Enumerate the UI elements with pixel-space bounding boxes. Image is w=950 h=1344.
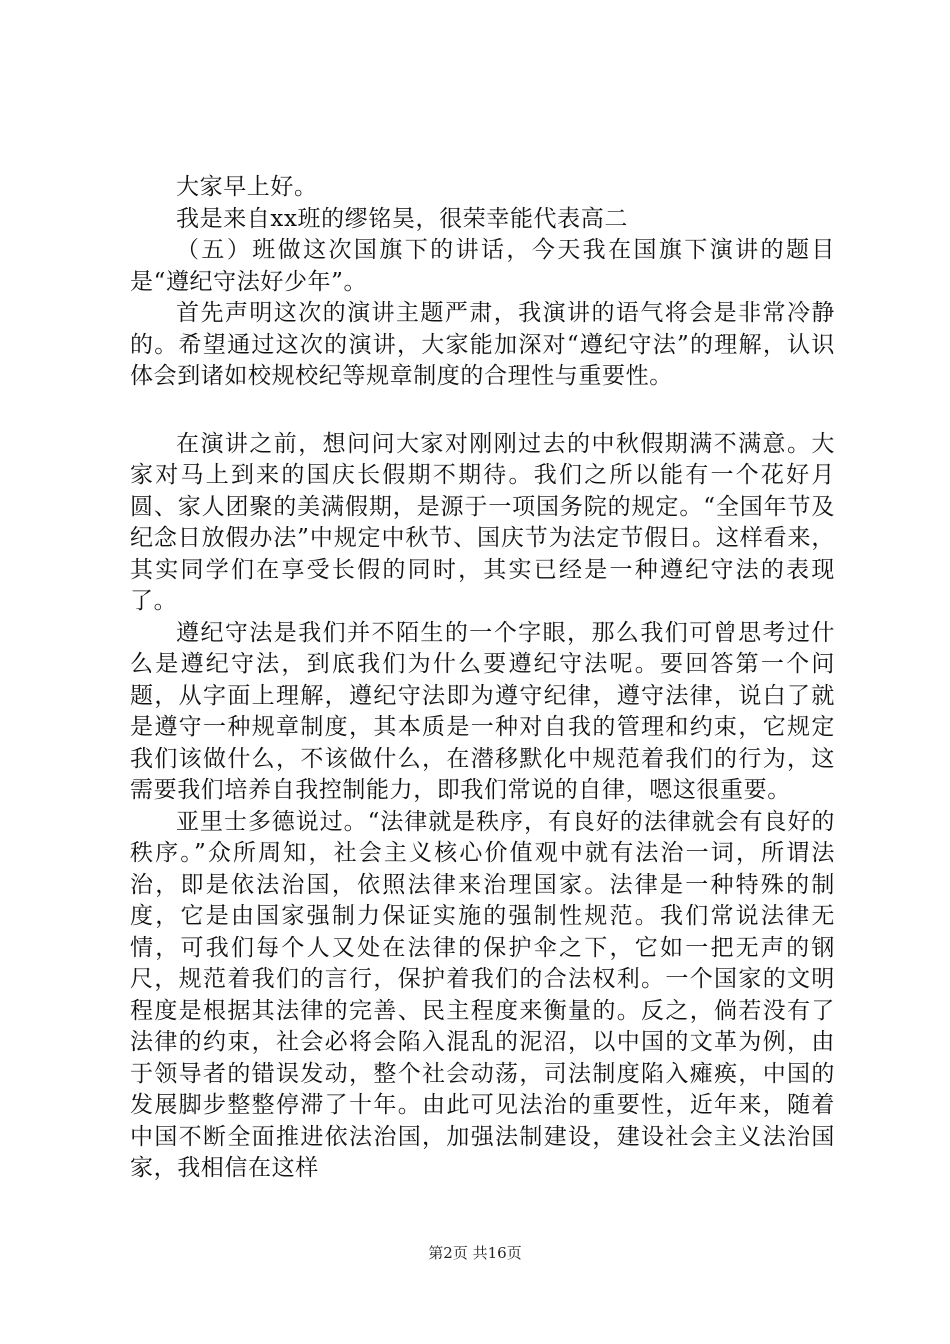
paragraph-aristotle: 亚里士多德说过。“法律就是秩序，有良好的法律就会有良好的秩序。”众所周知，社会主义核心价值观中就有法治一词，所谓法治，即是依法治国，依照法律来治理国家。法律是一种特殊的制度，它是由国家强制力保证实施的强制性规范。我们常说法律无情，可我们每个人又处在法律的保护伞之下，它如一把无声的钢尺，规范着我们的言行，保护着我们的合法权利。一个国家的文明程度是根据其法律的完善、民主程度来衡量的。反之，倘若没有了法律的约束，社会必将会陷入混乱的泥沼，以中国的文革为例，由于领导者的错误发动，整个社会动荡，司法制度陷入瘫痪，中国的发展脚步整整停滞了十年。由此可见法治的重要性，近年来，随着中国不断全面推进依法治国，加强法制建设，建设社会主义法治国家，我相信在这样 <box>130 808 835 1181</box>
paragraph-introduction: 我是来自xx班的缪铭昊，很荣幸能代表高二 <box>176 205 628 232</box>
page-number-footer: 第2页 共16页 <box>428 1244 522 1262</box>
document-body <box>130 172 835 1185</box>
paragraph-topic: （五）班做这次国旗下的讲话，今天我在国旗下演讲的题目是“遵纪守法好少年”。 <box>130 237 835 295</box>
paragraph-gap <box>130 393 835 429</box>
paragraph-greeting: 大家早上好。 <box>176 174 318 200</box>
paragraph-statement: 首先声明这次的演讲主题严肃，我演讲的语气将会是非常冷静的。希望通过这次的演讲，大家能加深对“遵纪守法”的理解，认识体会到诸如校规校纪等规章制度的合理性与重要性。 <box>130 300 835 389</box>
paragraph-holiday: 在演讲之前，想问问大家对刚刚过去的中秋假期满不满意。大家对马上到来的国庆长假期不期待。我们之所以能有一个花好月圆、家人团聚的美满假期，是源于一项国务院的规定。“全国年节及纪念日放假办法”中规定中秋节、国庆节为法定节假日。这样看来，其实同学们在享受长假的同时，其实已经是一种遵纪守法的表现了。 <box>130 430 835 614</box>
paragraph-definition: 遵纪守法是我们并不陌生的一个字眼，那么我们可曾思考过什么是遵纪守法，到底我们为什么要遵纪守法呢。要回答第一个问题，从字面上理解，遵纪守法即为遵守纪律，遵守法律，说白了就是遵守一种规章制度，其本质是一种对自我的管理和约束，它规定我们该做什么，不该做什么，在潜移默化中规范着我们的行为，这需要我们培养自我控制能力，即我们常说的自律，嗯这很重要。 <box>130 619 835 803</box>
